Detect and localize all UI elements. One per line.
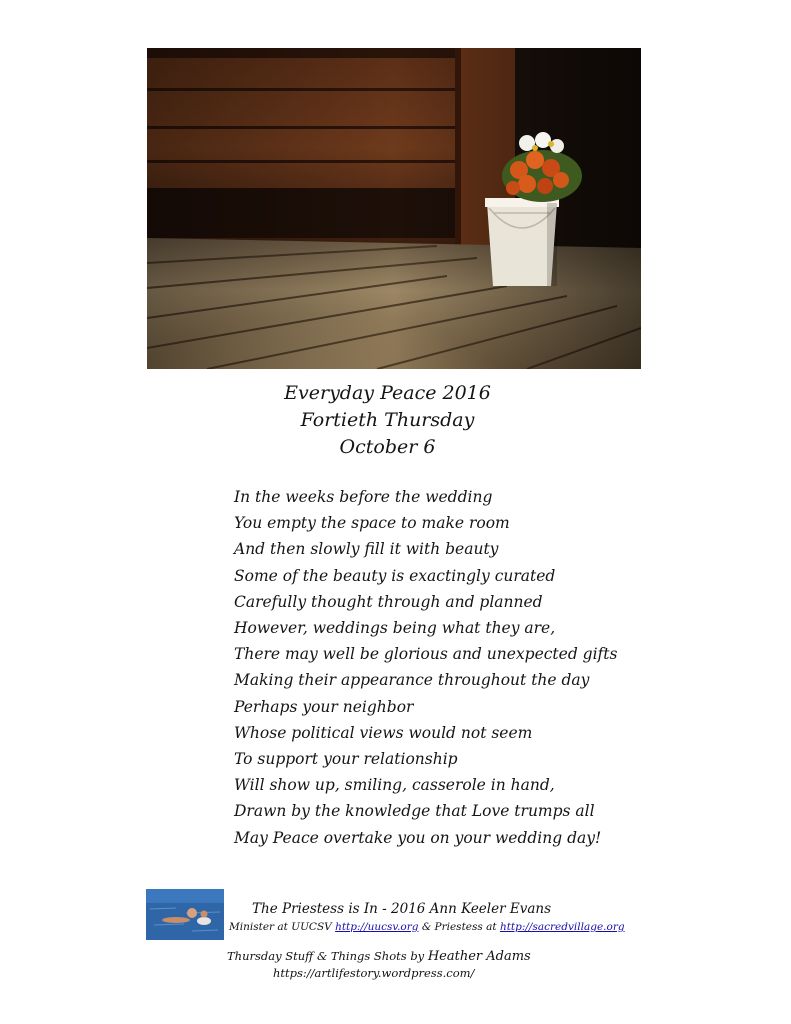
poem-line: Carefully thought through and planned	[234, 592, 543, 611]
shots-prefix: Thursday Stuff & Things Shots by	[227, 949, 428, 963]
swimmer-illustration	[146, 889, 224, 940]
sacredvillage-link[interactable]: http://sacredvillage.org	[499, 921, 625, 933]
shots-credit	[227, 949, 531, 964]
photographer-name: Heather Adams	[427, 949, 531, 964]
poem-line: Whose political views would not seem	[234, 723, 533, 742]
poem-line: Drawn by the knowledge that Love trumps all	[234, 802, 595, 821]
minister-prefix: Minister at UUCSV	[229, 921, 336, 933]
poem-line: And then slowly fill it with beauty	[234, 540, 499, 559]
title-line-3: October 6	[339, 436, 436, 458]
barn-flowers-illustration	[147, 48, 641, 369]
swimmer-thumbnail	[146, 889, 224, 940]
poem-line: There may well be glorious and unexpected gifts	[234, 645, 618, 664]
title-line-2: Fortieth Thursday	[300, 409, 475, 431]
poem-line: You empty the space to make room	[234, 514, 510, 533]
minister-credit	[229, 921, 625, 933]
title-line-1: Everyday Peace 2016	[284, 382, 491, 404]
title-block	[185, 380, 590, 461]
poem-line: May Peace overtake you on your wedding day!	[234, 828, 602, 847]
priestess-credit: The Priestess is In - 2016 Ann Keeler Evans	[252, 901, 552, 917]
poem-line: To support your relationship	[234, 750, 458, 769]
poem-line: In the weeks before the wedding	[234, 488, 493, 506]
blog-url: https://artlifestory.wordpress.com/	[273, 966, 475, 980]
poem-line: Some of the beauty is exactingly curated	[234, 566, 556, 585]
poem-line: However, weddings being what they are,	[234, 619, 556, 638]
uucsv-link[interactable]: http://uucsv.org	[335, 921, 419, 933]
poem-line: Making their appearance throughout the day	[234, 671, 590, 690]
poem-line: Perhaps your neighbor	[234, 697, 414, 716]
poem	[234, 484, 674, 851]
poem-line: Will show up, smiling, casserole in hand,	[234, 776, 555, 795]
priestess-prefix: & Priestess at	[418, 921, 500, 933]
barn-flowers-photo	[147, 48, 641, 369]
